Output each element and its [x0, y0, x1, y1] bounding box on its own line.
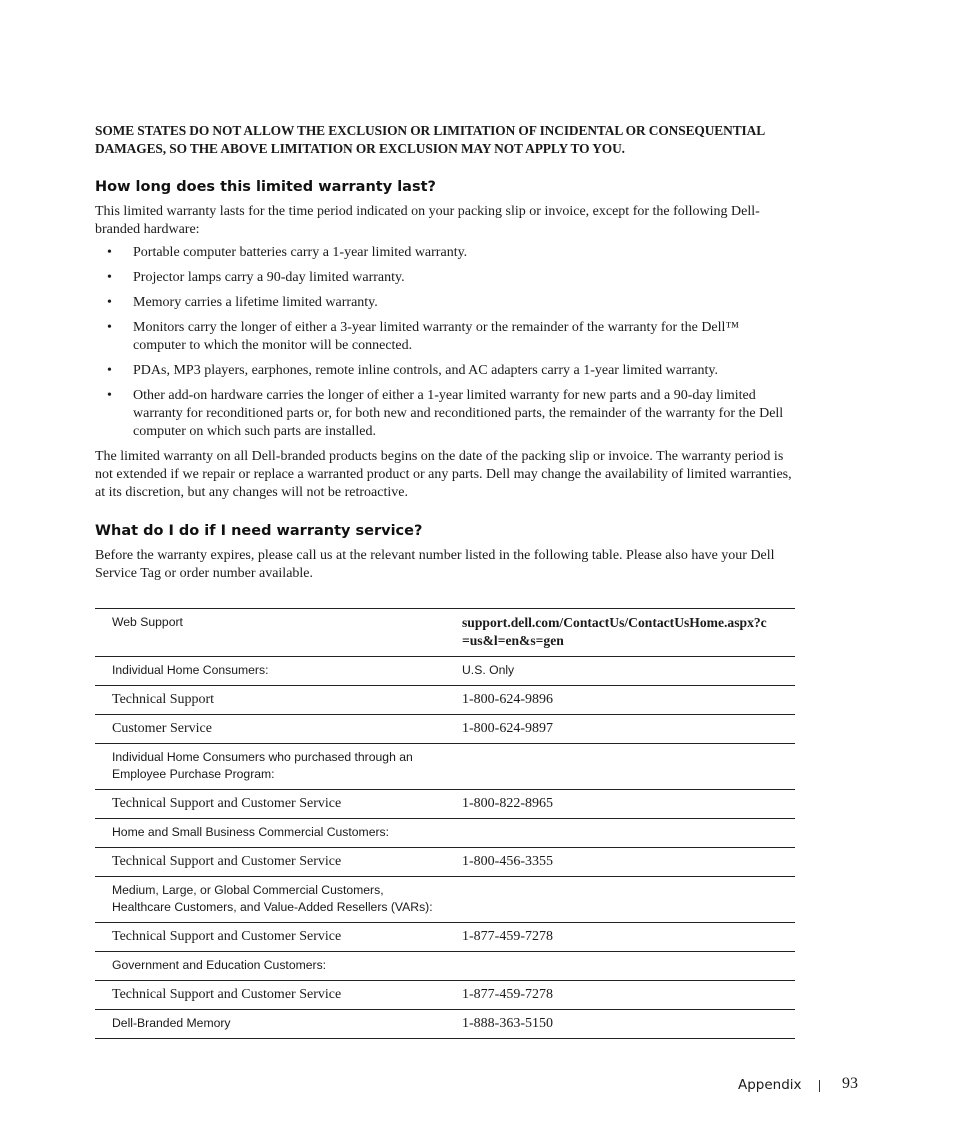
list-item-text: Other add-on hardware carries the longer of either a 1-year limited warranty for new parts and a 90-day limited warranty for reconditioned parts or, for both new and reconditioned parts, the remainder of the warranty for the Dell computer on which such parts are installed.	[133, 388, 784, 439]
table-row	[95, 744, 795, 790]
bullet-icon: •	[107, 270, 112, 285]
table-cell-label: Customer Service	[95, 715, 462, 744]
table-row	[95, 981, 795, 1010]
list-item-text: Portable computer batteries carry a 1-year limited warranty.	[133, 245, 468, 260]
page-number: 93	[842, 1075, 858, 1092]
list-item	[95, 319, 795, 355]
bullet-icon: •	[107, 320, 112, 335]
table-cell-phone: 1-800-456-3355	[462, 848, 795, 877]
table-cell-label: Dell-Branded Memory	[95, 1010, 462, 1039]
table-row	[95, 848, 795, 877]
list-item-text: Memory carries a lifetime limited warranty.	[133, 295, 378, 310]
table-cell-phone: 1-800-624-9896	[462, 686, 795, 715]
bullet-icon: •	[107, 363, 112, 378]
list-item	[95, 269, 795, 287]
table-row	[95, 657, 795, 686]
table-cell-label: Individual Home Consumers:	[95, 657, 462, 686]
table-cell-label: Technical Support and Customer Service	[95, 848, 462, 877]
table-cell-label-text: Individual Home Consumers who purchased through an Employee Purchase Program:	[112, 750, 413, 781]
table-row	[95, 1010, 795, 1039]
list-item-text: Projector lamps carry a 90-day limited warranty.	[133, 270, 405, 285]
table-cell-value	[462, 819, 795, 848]
list-item-text: Monitors carry the longer of either a 3-year limited warranty or the remainder of the warranty for the Dell™ computer to which the monitor will be connected.	[133, 320, 740, 353]
footer-divider	[819, 1080, 820, 1092]
table-row	[95, 609, 795, 657]
table-cell-phone: 1-877-459-7278	[462, 981, 795, 1010]
warranty-duration-intro: This limited warranty lasts for the time period indicated on your packing slip or invoice, except for the following Dell-branded hardware:	[95, 204, 760, 237]
section-heading-warranty-duration: How long does this limited warranty last?	[95, 179, 436, 195]
section-heading-warranty-service: What do I do if I need warranty service?	[95, 523, 423, 539]
table-cell-phone: 1-877-459-7278	[462, 923, 795, 952]
table-cell-value	[462, 952, 795, 981]
table-cell-phone: 1-800-624-9897	[462, 715, 795, 744]
table-cell-value: U.S. Only	[462, 657, 795, 686]
bullet-icon: •	[107, 295, 112, 310]
bullet-icon: •	[107, 388, 112, 403]
bullet-icon: •	[107, 245, 112, 260]
table-cell-label-text: Medium, Large, or Global Commercial Customers, Healthcare Customers, and Value-Added Resellers (VARs):	[112, 883, 433, 914]
table-row	[95, 877, 795, 923]
table-cell-phone: 1-888-363-5150	[462, 1010, 795, 1039]
list-item	[95, 244, 795, 262]
table-cell-value	[462, 877, 795, 923]
table-row	[95, 686, 795, 715]
damages-notice: SOME STATES DO NOT ALLOW THE EXCLUSION OR LIMITATION OF INCIDENTAL OR CONSEQUENTIAL DAMAGES, SO THE ABOVE LIMITATION OR EXCLUSION MAY NOT APPLY TO YOU.	[95, 123, 765, 156]
table-cell-label: Technical Support and Customer Service	[95, 923, 462, 952]
table-row	[95, 790, 795, 819]
warranty-duration-list	[95, 244, 795, 441]
table-cell-phone: 1-800-822-8965	[462, 790, 795, 819]
table-cell-label: Technical Support and Customer Service	[95, 790, 462, 819]
warranty-service-intro: Before the warranty expires, please call us at the relevant number listed in the following table. Please also have your Dell Service Tag or order number available.	[95, 548, 775, 581]
table-cell-label: Technical Support and Customer Service	[95, 981, 462, 1010]
table-row	[95, 952, 795, 981]
warranty-duration-closing: The limited warranty on all Dell-branded products begins on the date of the packing slip or invoice. The warranty period is not extended if we repair or replace a warranted product or any parts. Dell may change the availability of limited warranties, at its discretion, but any changes will not be retroactive.	[95, 449, 792, 500]
support-contacts-table	[95, 608, 795, 1039]
list-item	[95, 362, 795, 380]
table-cell-label: Government and Education Customers:	[95, 952, 462, 981]
table-row	[95, 923, 795, 952]
table-row	[95, 715, 795, 744]
list-item	[95, 294, 795, 312]
table-cell-label	[95, 744, 462, 790]
page-footer	[738, 1075, 863, 1095]
list-item	[95, 387, 795, 441]
footer-section-name: Appendix	[738, 1077, 802, 1093]
web-support-link[interactable]: support.dell.com/ContactUs/ContactUsHome.aspx?c =us&l=en&s=gen	[462, 609, 795, 657]
table-cell-label: Technical Support	[95, 686, 462, 715]
table-row	[95, 819, 795, 848]
table-cell-label	[95, 877, 462, 923]
list-item-text: PDAs, MP3 players, earphones, remote inline controls, and AC adapters carry a 1-year limited warranty.	[133, 363, 718, 378]
table-cell-value	[462, 744, 795, 790]
page-content	[95, 122, 795, 1039]
table-cell-label: Home and Small Business Commercial Customers:	[95, 819, 462, 848]
table-cell-label: Web Support	[95, 609, 462, 657]
